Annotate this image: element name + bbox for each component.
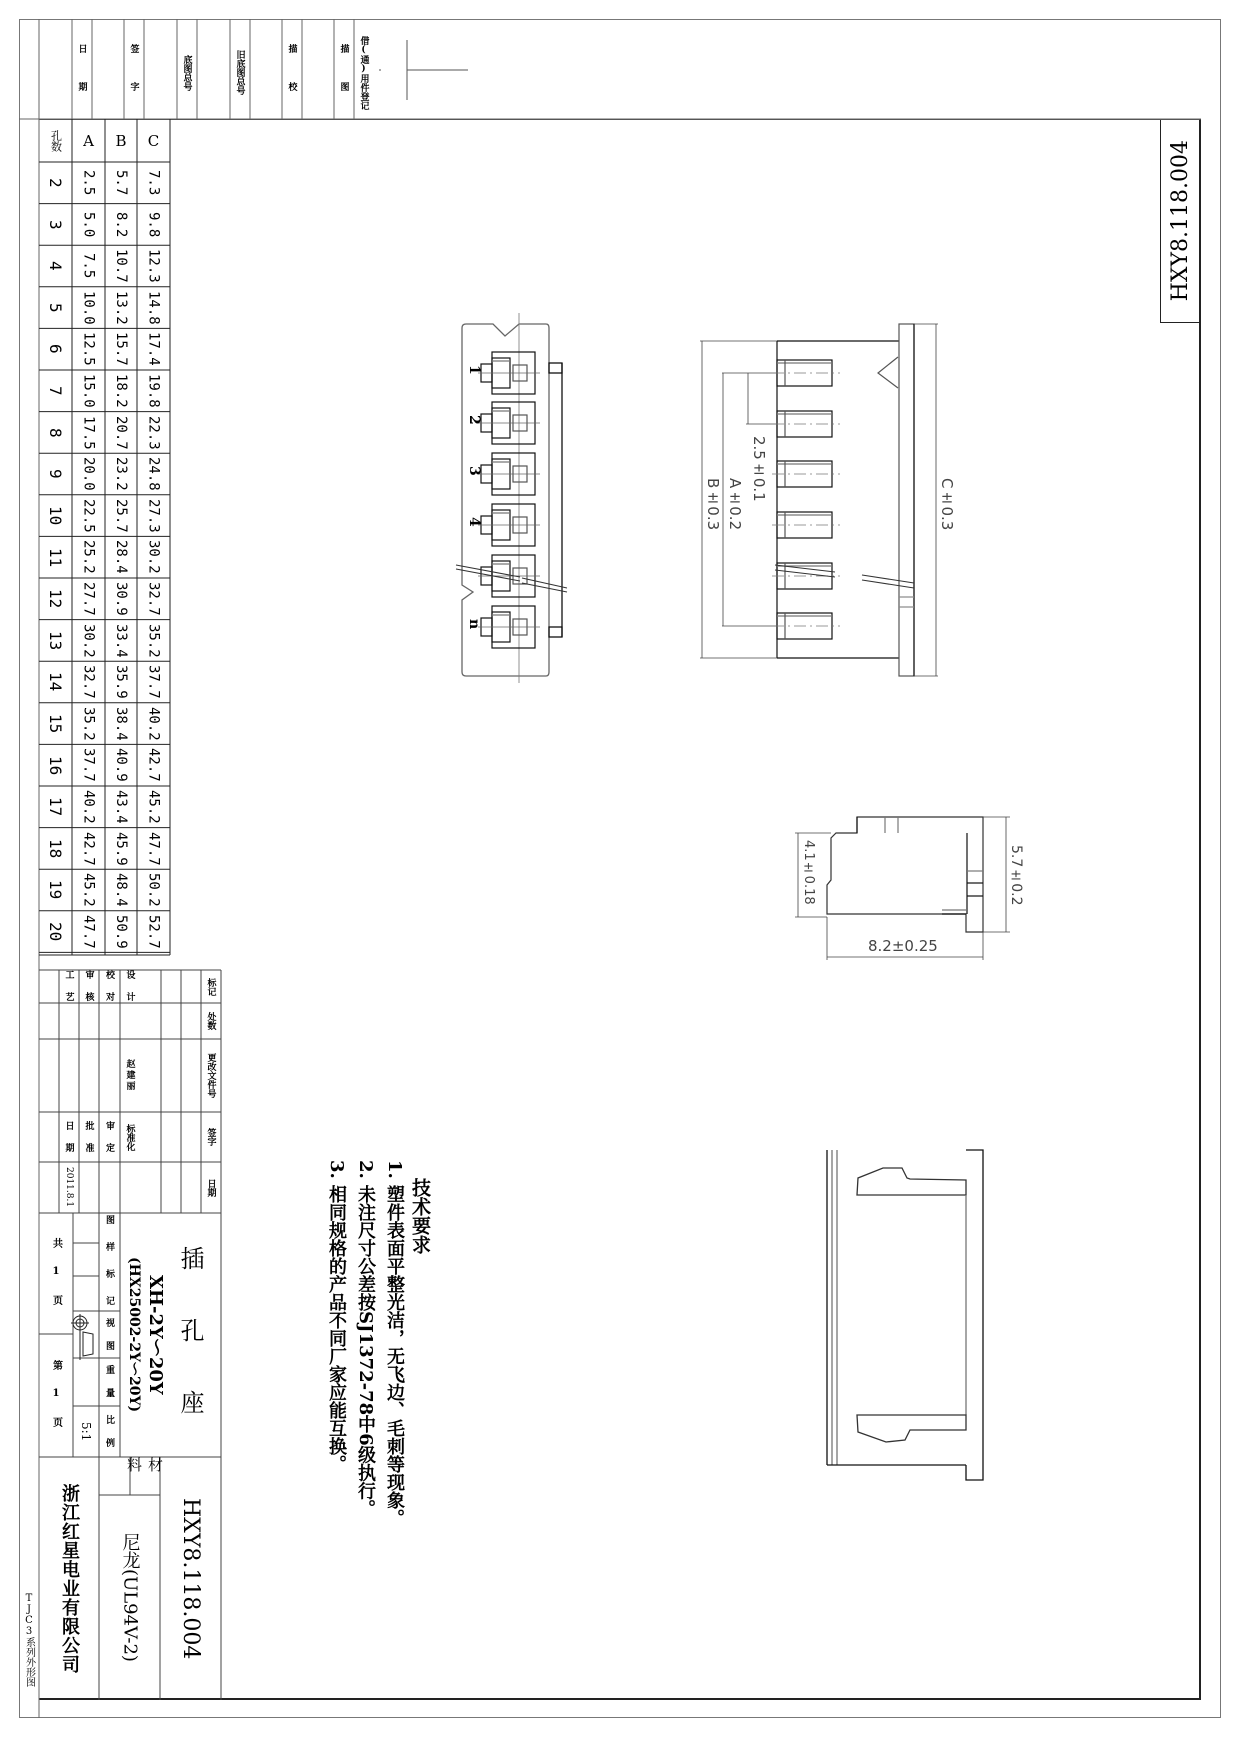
tech-title: 技术要求 xyxy=(409,1178,431,1254)
table-cell-c: 30.2 xyxy=(145,540,162,575)
table-header-b: B xyxy=(112,131,130,150)
table-cell-b: 40.9 xyxy=(113,748,129,783)
label-process: 工 艺 xyxy=(63,970,74,1003)
label-approve-check: 审 定 xyxy=(104,1120,114,1154)
table-cell-c: 22.3 xyxy=(145,415,162,450)
label-scale: 比 例 xyxy=(104,1414,114,1449)
table-cell-b: 25.7 xyxy=(113,498,129,533)
dim-height: 4.1±0.18 xyxy=(801,840,816,905)
table-cell-b: 43.4 xyxy=(113,789,129,824)
dim-a: A±0.2 xyxy=(726,478,744,531)
part-model-alt: (HX25002-2Y～20Y) xyxy=(126,1257,142,1413)
th-sign: 签字 xyxy=(205,1128,216,1146)
table-cell-c: 17.4 xyxy=(145,332,162,367)
part-model: XH-2Y～20Y xyxy=(145,1275,166,1395)
table-cell-c: 42.7 xyxy=(145,748,162,783)
table-cell-b: 45.9 xyxy=(113,831,129,866)
dim-depth: 8.2±0.25 xyxy=(868,937,938,955)
table-cell-b: 50.9 xyxy=(113,914,129,949)
terminal-slot xyxy=(772,512,840,538)
table-cell-pins: 17 xyxy=(46,797,65,817)
table-cell-b: 13.2 xyxy=(113,290,129,325)
table-cell-c: 7.3 xyxy=(145,170,162,196)
table-cell-c: 40.2 xyxy=(145,706,162,741)
pin-cavity xyxy=(478,453,540,495)
table-cell-b: 8.2 xyxy=(113,211,129,238)
terminal-slot xyxy=(772,461,840,487)
table-cell-pins: 11 xyxy=(46,547,65,567)
total-pages: 共 1 页 xyxy=(50,1238,62,1309)
table-cell-a: 27.7 xyxy=(80,581,97,616)
terminal-slot xyxy=(772,613,840,639)
break-line xyxy=(775,565,914,588)
table-cell-b: 5.7 xyxy=(113,170,129,196)
pin-label: 1 xyxy=(466,365,482,375)
table-cell-a: 22.5 xyxy=(80,498,97,533)
table-cell-c: 45.2 xyxy=(145,789,162,824)
projection-symbol xyxy=(71,1314,93,1360)
dim-c: C±0.3 xyxy=(938,478,956,531)
pin-cavity xyxy=(478,402,540,444)
designer-name: 赵建丽 xyxy=(124,1059,135,1092)
material-value: 尼龙(UL94V-2) xyxy=(119,1533,141,1662)
table-cell-a: 17.5 xyxy=(80,415,97,450)
table-cell-b: 23.2 xyxy=(113,457,129,491)
th-mark: 标记 xyxy=(205,977,216,996)
terminal-slot xyxy=(772,411,840,437)
revision-field: 借(通)用件登记 xyxy=(358,35,369,110)
table-cell-c: 37.7 xyxy=(145,665,162,699)
tech-item-1: 1. 塑件表面平整光洁，无飞边、毛刺等现象。 xyxy=(384,1160,405,1528)
label-review: 审 核 xyxy=(83,970,94,1003)
table-cell-c: 9.8 xyxy=(145,211,162,238)
table-cell-pins: 10 xyxy=(46,505,65,526)
table-cell-pins: 12 xyxy=(46,589,65,609)
table-cell-a: 2.5 xyxy=(80,170,97,196)
th-count: 处数 xyxy=(205,1012,216,1030)
table-cell-b: 33.4 xyxy=(113,623,129,658)
revision-field: 签 字 xyxy=(128,44,139,101)
table-cell-b: 20.7 xyxy=(113,415,129,450)
table-cell-pins: 14 xyxy=(46,672,65,692)
tech-item-2: 2. 未注尺寸公差按SJ1372-78中6级执行。 xyxy=(355,1160,376,1518)
table-cell-pins: 20 xyxy=(46,921,65,942)
table-cell-a: 25.2 xyxy=(80,540,97,575)
table-cell-c: 19.8 xyxy=(145,373,162,408)
pin-cavity xyxy=(478,504,540,546)
table-cell-a: 30.2 xyxy=(80,623,97,658)
th-doc: 更改文件号 xyxy=(205,1053,216,1098)
label-check: 校 对 xyxy=(104,970,114,1003)
table-cell-c: 35.2 xyxy=(145,623,162,658)
table-cell-pins: 16 xyxy=(46,755,65,775)
table-cell-a: 7.5 xyxy=(80,253,97,279)
table-cell-a: 15.0 xyxy=(80,373,97,408)
table-cell-c: 14.8 xyxy=(145,290,162,325)
th-date: 日期 xyxy=(205,1178,216,1197)
label-stage: 图 样 标 记 xyxy=(104,1215,114,1309)
revision-field: 日 期 xyxy=(76,44,87,101)
table-header-pins: 孔数 xyxy=(49,129,63,152)
page-number: 第 1 页 xyxy=(50,1360,62,1431)
label-approve: 批 准 xyxy=(83,1120,94,1154)
drawing-number-top: HXY8.118.004 xyxy=(1168,140,1193,302)
table-cell-b: 18.2 xyxy=(113,373,129,408)
table-cell-b: 30.9 xyxy=(113,581,129,616)
label-design: 设 计 xyxy=(124,970,135,1003)
table-cell-a: 40.2 xyxy=(80,789,97,824)
pin-label: n xyxy=(466,619,482,630)
label-view: 视 图 xyxy=(104,1317,114,1352)
revision-field: 描 校 xyxy=(286,44,297,101)
series-note: TJC3系列外形图 xyxy=(23,1593,35,1687)
table-cell-b: 38.4 xyxy=(113,706,129,741)
part-name: 插 孔 座 xyxy=(176,1246,204,1424)
table-cell-c: 24.8 xyxy=(145,457,162,491)
table-cell-pins: 3 xyxy=(46,219,65,230)
table-cell-pins: 13 xyxy=(46,630,65,651)
company-name: 浙江红星电业有限公司 xyxy=(59,1483,80,1674)
tech-item-3: 3. 相同规格的产品不同厂家应能互换。 xyxy=(326,1160,347,1474)
table-cell-c: 12.3 xyxy=(145,249,162,283)
revision-field: 描 图 xyxy=(338,44,349,101)
table-cell-pins: 6 xyxy=(46,344,65,354)
table-cell-c: 32.7 xyxy=(145,581,162,616)
table-cell-a: 12.5 xyxy=(80,332,97,367)
dim-pitch: 2.5±0.1 xyxy=(750,436,768,502)
terminal-slot xyxy=(772,360,840,386)
crosshair-mark xyxy=(380,40,468,100)
table-cell-a: 45.2 xyxy=(80,873,97,907)
dim-total-height: 5.7±0.2 xyxy=(1008,845,1024,906)
table-cell-a: 42.7 xyxy=(80,831,97,866)
table-cell-pins: 15 xyxy=(46,713,65,734)
revision-field: 底图总号 xyxy=(181,54,192,91)
bottom-view xyxy=(827,1150,983,1480)
table-cell-c: 52.7 xyxy=(145,914,162,949)
table-cell-b: 48.4 xyxy=(113,873,129,907)
table-header-a: A xyxy=(79,131,98,150)
table-cell-b: 15.7 xyxy=(113,332,129,367)
scale-value: 5:1 xyxy=(79,1421,93,1442)
table-cell-pins: 18 xyxy=(46,838,65,859)
drawing-number-bottom: HXY8.118.004 xyxy=(178,1497,203,1660)
pin-label: 4 xyxy=(466,517,482,527)
date-value: 2011.8.1 xyxy=(64,1167,74,1208)
label-standardize: 标准化 xyxy=(124,1123,135,1151)
table-cell-c: 27.3 xyxy=(145,498,162,533)
table-cell-a: 32.7 xyxy=(80,665,97,699)
drawing-number-box xyxy=(1160,120,1200,323)
revision-field: 旧底图总号 xyxy=(234,50,245,95)
table-cell-a: 47.7 xyxy=(80,914,97,949)
label-date: 日 期 xyxy=(63,1120,74,1154)
pin-label: 3 xyxy=(466,466,482,476)
break-line xyxy=(456,565,567,592)
pin-cavity xyxy=(478,555,540,597)
table-cell-pins: 2 xyxy=(46,177,65,188)
table-cell-pins: 19 xyxy=(46,880,65,900)
table-cell-pins: 8 xyxy=(46,427,65,438)
table-cell-a: 10.0 xyxy=(80,290,97,325)
table-cell-pins: 7 xyxy=(46,385,65,396)
table-header-c: C xyxy=(144,131,163,150)
pin-cavity xyxy=(478,606,540,648)
table-cell-c: 50.2 xyxy=(145,873,162,907)
pin-label: 2 xyxy=(466,415,482,425)
tech-requirements xyxy=(310,1160,430,1600)
table-cell-pins: 4 xyxy=(46,261,65,271)
table-cell-pins: 5 xyxy=(46,302,65,313)
label-material: 材 料 xyxy=(125,1457,164,1495)
table-cell-b: 28.4 xyxy=(113,540,129,575)
table-cell-b: 35.9 xyxy=(113,665,129,699)
table-cell-a: 5.0 xyxy=(80,211,97,238)
table-cell-a: 37.7 xyxy=(80,748,97,783)
table-cell-a: 35.2 xyxy=(80,706,97,741)
table-cell-pins: 9 xyxy=(46,469,65,479)
table-cell-b: 10.7 xyxy=(113,249,129,283)
table-cell-c: 47.7 xyxy=(145,831,162,866)
table-cell-a: 20.0 xyxy=(80,457,97,491)
label-weight: 重 量 xyxy=(104,1365,114,1399)
dim-b: B±0.3 xyxy=(704,478,722,531)
pin-cavity xyxy=(478,352,540,394)
